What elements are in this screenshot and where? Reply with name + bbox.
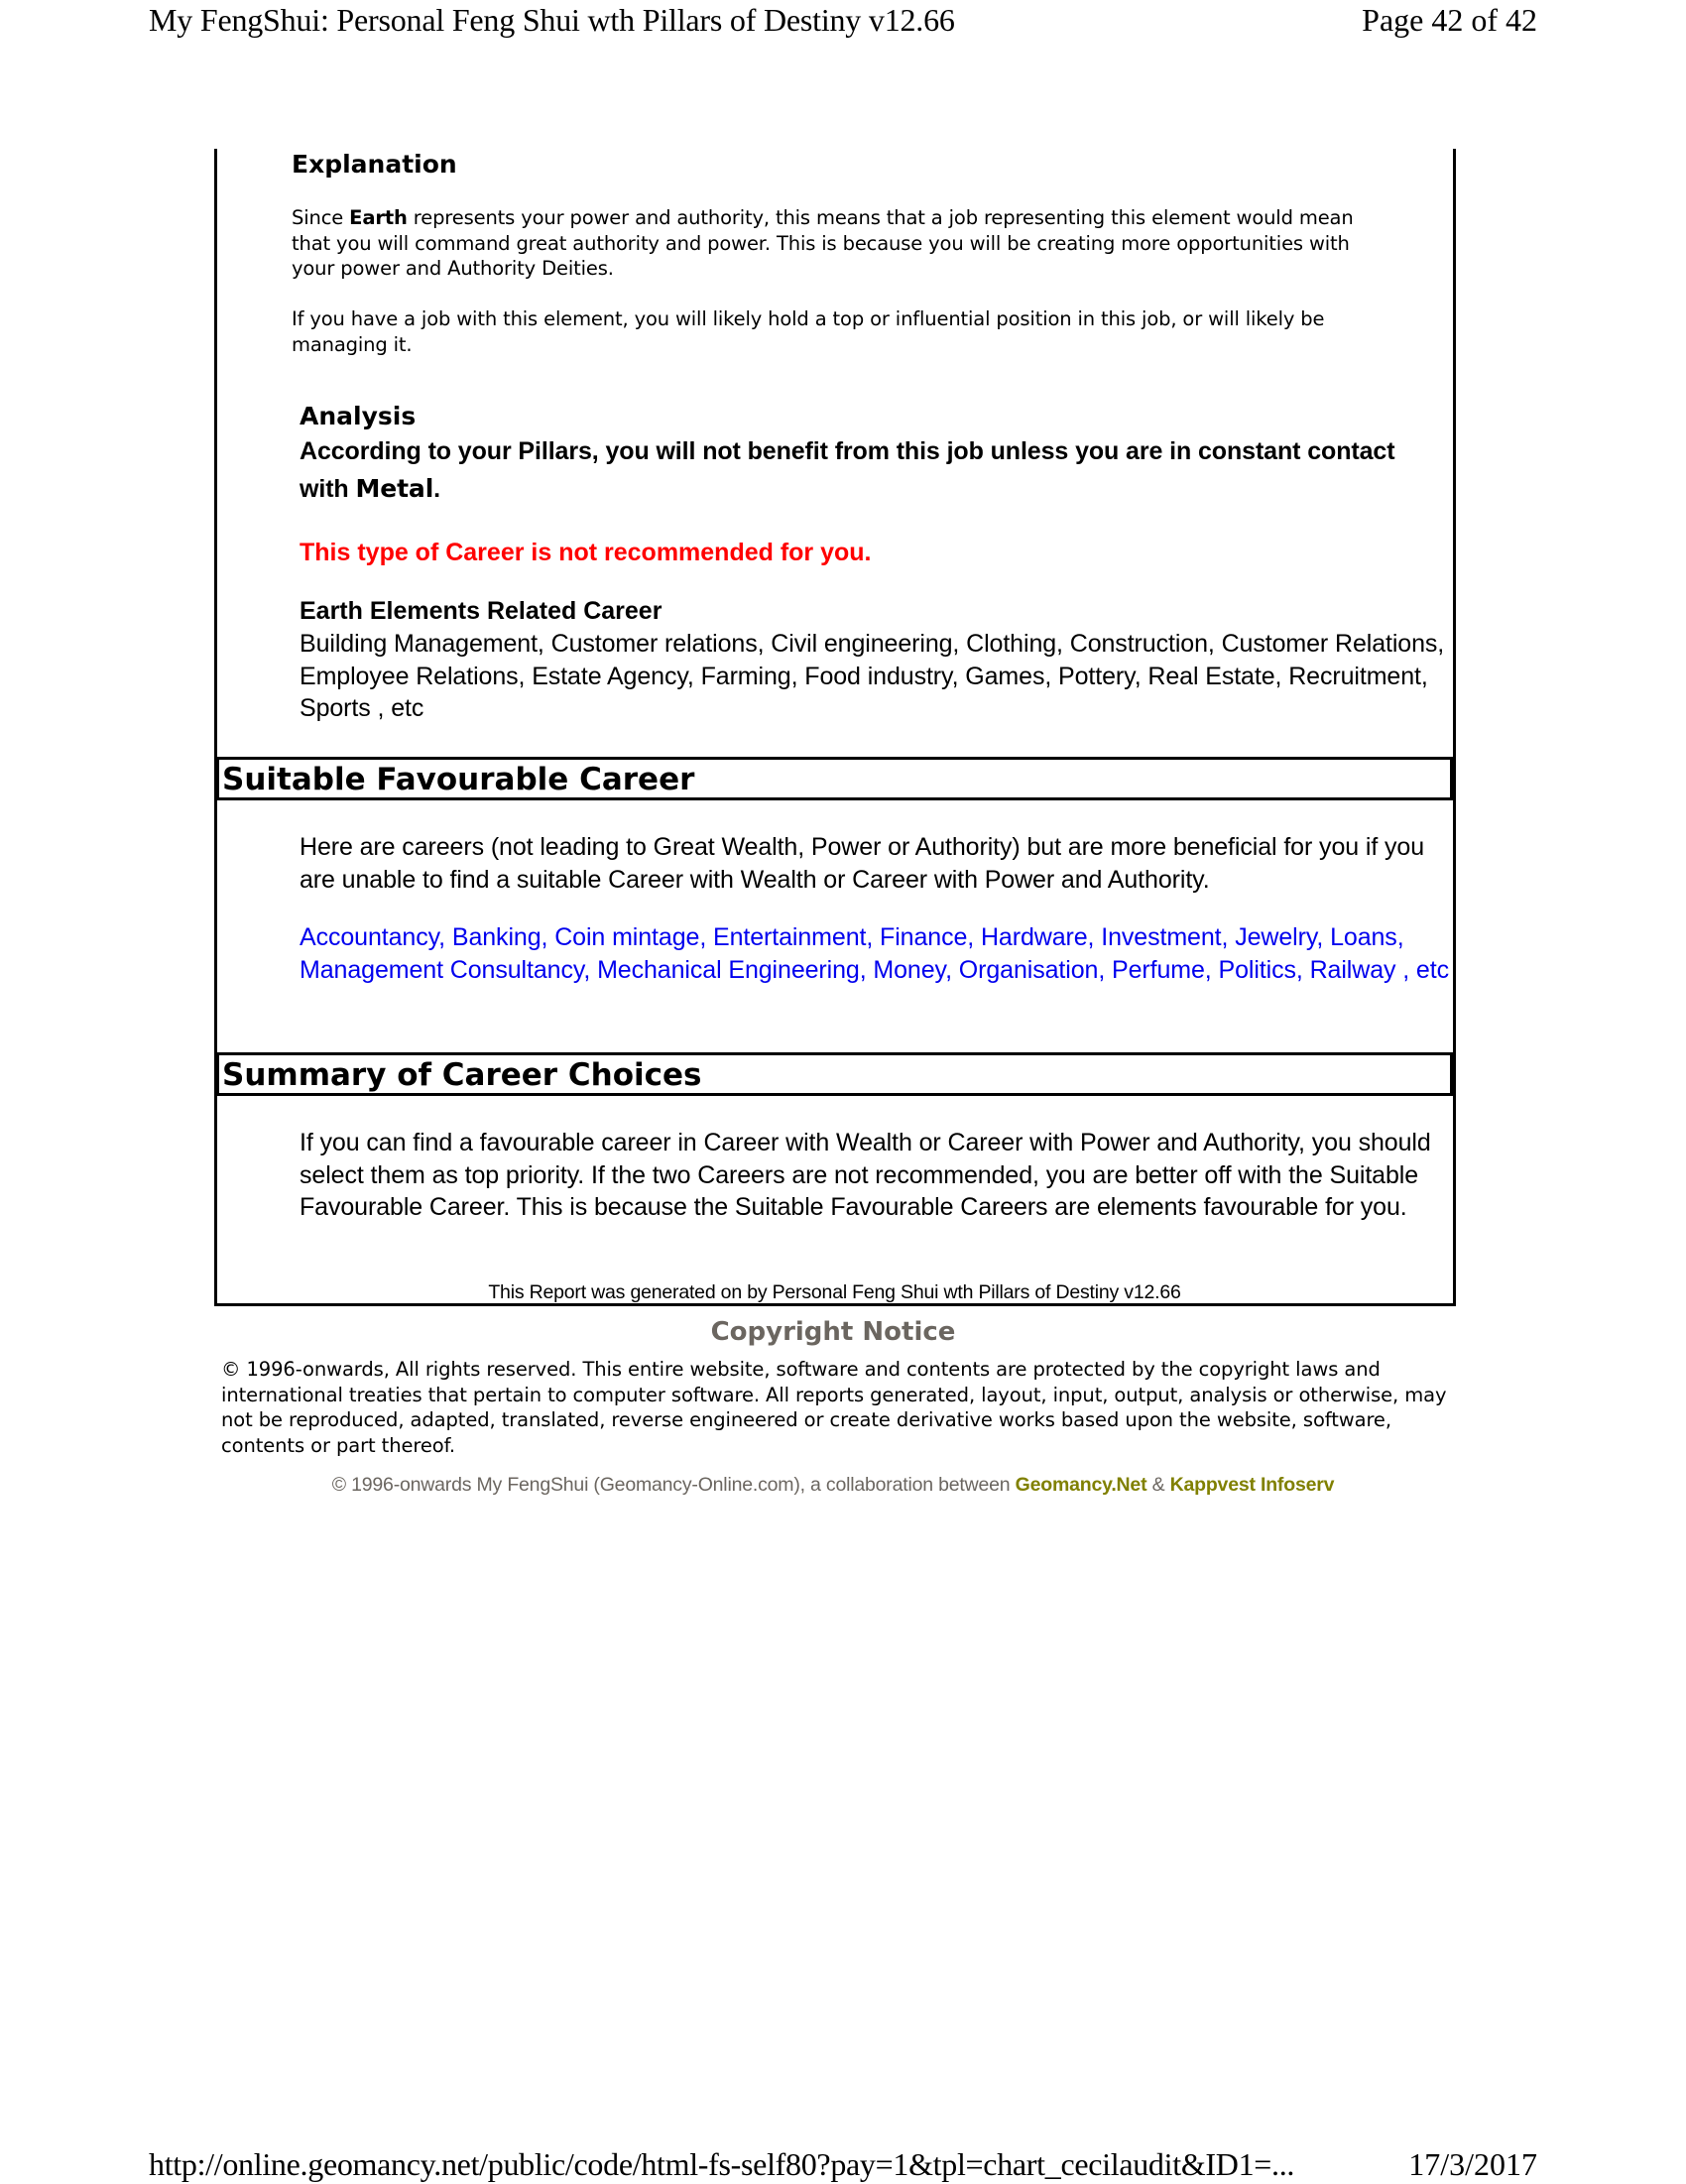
analysis-text-prefix: According to your Pillars, you will not benefit from this job unless you are in constant contact with: [300, 437, 1395, 503]
analysis-text-suffix: .: [433, 475, 441, 503]
suitable-favourable-career-header: [216, 757, 1455, 800]
print-header-title: My FengShui: Personal Feng Shui wth Pillars of Destiny v12.66: [149, 2, 955, 38]
explanation-p1-suffix: represents your power and authority, this means that a job representing this element would mean that you will command great authority and power. This is because you will be creating more opportunities with your power and Authority Deities.: [292, 206, 1354, 280]
report-generated-note: This Report was generated on by Personal Feng Shui wth Pillars of Destiny v12.66: [488, 1281, 1181, 1303]
analysis-element: Metal: [355, 474, 434, 503]
geomancy-net-link[interactable]: Geomancy.Net: [1015, 1474, 1147, 1496]
analysis-text: [300, 433, 1450, 508]
collaboration-prefix: © 1996-onwards My FengShui (Geomancy-Online.com), a collaboration between: [331, 1474, 1016, 1496]
summary-text: If you can find a favourable career in Career with Wealth or Career with Power and Authority, you should select them as top priority. If the two Careers are not recommended, you are better off with the Suitable Favourable Career. This is because the Suitable Favourable Careers are elements favourable for you.: [300, 1129, 1431, 1221]
analysis-heading: Analysis: [300, 402, 417, 430]
earth-related-career-heading: Earth Elements Related Career: [300, 597, 662, 625]
explanation-paragraph-1: [292, 205, 1363, 282]
explanation-element: Earth: [349, 206, 408, 229]
explanation-p1-prefix: Since: [292, 206, 350, 229]
copyright-heading: Copyright Notice: [710, 1317, 956, 1347]
suitable-career-list: Accountancy, Banking, Coin mintage, Entertainment, Finance, Hardware, Investment, Jewelry, Loans, Management Consultancy, Mechanical Engineering, Money, Organisation, Perfume, Politics, Railway , etc: [300, 923, 1449, 984]
print-footer-date: 17/3/2017: [1408, 2146, 1537, 2182]
explanation-paragraph-2: If you have a job with this element, you will likely hold a top or influential position in this job, or will likely be managing it.: [292, 307, 1325, 356]
career-warning: This type of Career is not recommended for you.: [300, 539, 872, 566]
kappvest-infoserv-link[interactable]: Kappvest Infoserv: [1169, 1474, 1335, 1496]
explanation-heading: Explanation: [292, 150, 457, 179]
earth-related-career-list: Building Management, Customer relations, Civil engineering, Clothing, Construction, Customer Relations, Employee Relations, Estate Agency, Farming, Food industry, Games, Pottery, Real Estate, Recruitment, Sports , etc: [300, 630, 1445, 722]
ampersand: &: [1146, 1474, 1170, 1496]
collaboration-line: [0, 1472, 1666, 1498]
section-title: Summary of Career Choices: [222, 1057, 702, 1093]
suitable-career-intro: Here are careers (not leading to Great Wealth, Power or Authority) but are more beneficial for you if you are unable to find a suitable Career with Wealth or Career with Power and Authority.: [300, 833, 1425, 894]
print-header-page-number: Page 42 of 42: [1362, 2, 1537, 38]
copyright-text: © 1996-onwards, All rights reserved. This entire website, software and contents are protected by the copyright laws and international treaties that pertain to computer software. All reports generated, layout, input, output, analysis or otherwise, may not be reproduced, adapted, translated, reverse engineered or create derivative works based upon the website, software, contents or part thereof.: [221, 1358, 1447, 1457]
summary-of-career-choices-header: [216, 1052, 1455, 1096]
print-footer-url: http://online.geomancy.net/public/code/html-fs-self80?pay=1&tpl=chart_cecilaudit&ID1=...: [149, 2146, 1295, 2182]
section-title: Suitable Favourable Career: [222, 762, 695, 797]
